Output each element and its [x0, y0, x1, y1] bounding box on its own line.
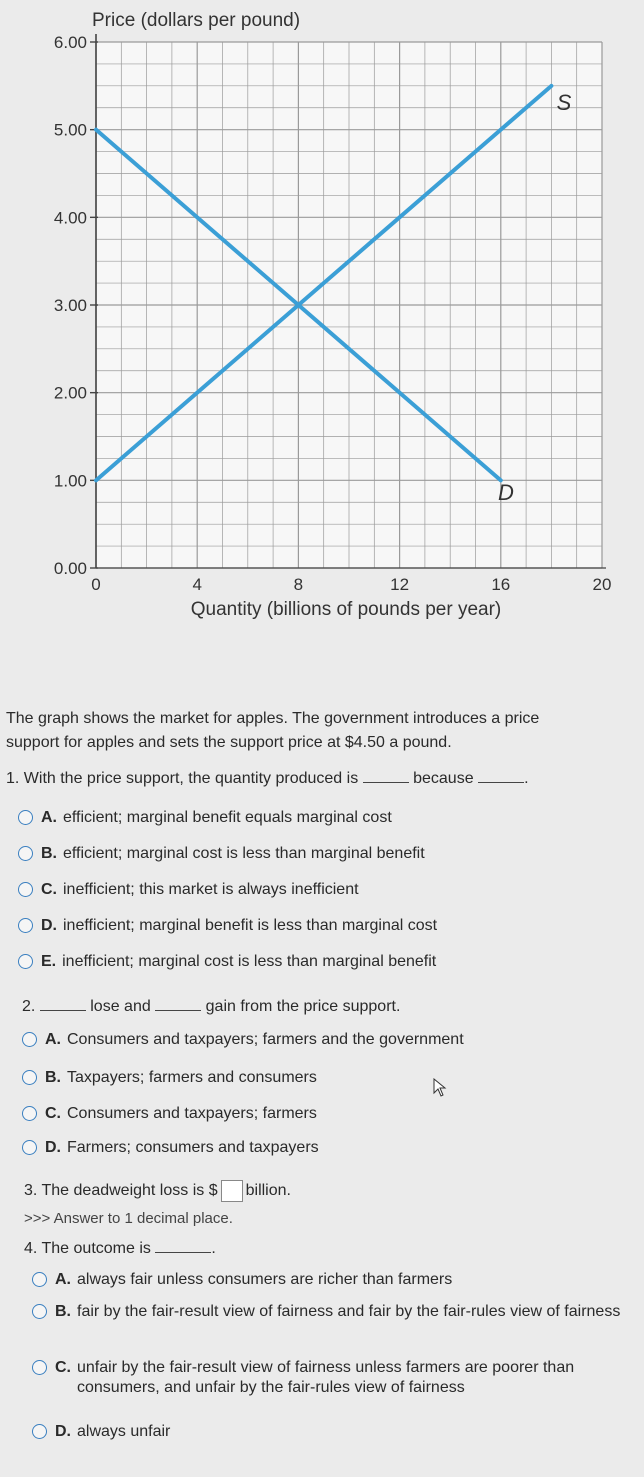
q1-blank-1	[363, 768, 409, 783]
radio-button[interactable]	[22, 1032, 37, 1047]
q1-text-a: 1. With the price support, the quantity produced is	[6, 770, 359, 787]
q1-option-e[interactable]	[18, 952, 436, 972]
intro-line-1: The graph shows the market for apples. The government introduces a price	[6, 710, 540, 727]
radio-button[interactable]	[32, 1272, 47, 1287]
option-text: inefficient; this market is always inefficient	[63, 881, 359, 898]
q3-hint: >>> Answer to 1 decimal place.	[24, 1210, 233, 1227]
q3-text-a: 3. The deadweight loss is $	[24, 1182, 218, 1200]
radio-button[interactable]	[32, 1424, 47, 1439]
x-tick-label: 8	[293, 575, 304, 594]
q4-blank	[155, 1238, 211, 1253]
q1-option-a[interactable]	[18, 808, 392, 828]
intro-line-2: support for apples and sets the support price at $4.50 a pound.	[6, 734, 452, 751]
q1-text-b: because	[413, 770, 474, 787]
q4-option-c[interactable]	[32, 1358, 640, 1398]
radio-button[interactable]	[22, 1070, 37, 1085]
q1-option-b[interactable]	[18, 844, 425, 864]
radio-button[interactable]	[22, 1140, 37, 1155]
q2-text-a: lose and	[90, 998, 151, 1015]
q2-option-b[interactable]	[22, 1068, 317, 1088]
option-text: efficient; marginal cost is less than marginal benefit	[63, 845, 425, 862]
q1-option-d[interactable]	[18, 916, 437, 936]
x-tick-label: 16	[491, 575, 511, 594]
radio-button[interactable]	[18, 846, 33, 861]
option-text: Farmers; consumers and taxpayers	[67, 1139, 319, 1156]
q2-option-a[interactable]	[22, 1030, 464, 1050]
supply-curve-label: S	[556, 90, 572, 115]
question-1-prompt: 1. With the price support, the quantity produced is because .	[6, 770, 529, 787]
q1-option-c[interactable]	[18, 880, 359, 900]
y-tick-label: 5.00	[53, 120, 87, 140]
option-letter: C.	[45, 1105, 61, 1122]
question-2-prompt	[22, 996, 400, 1018]
question-3-prompt	[24, 1180, 291, 1202]
y-tick-label: 4.00	[53, 208, 87, 228]
option-letter: C.	[55, 1359, 71, 1376]
question-4-prompt: 4. The outcome is .	[24, 1240, 216, 1257]
option-text: Consumers and taxpayers; farmers	[67, 1105, 317, 1122]
q2-text-b: gain from the price support.	[205, 998, 401, 1015]
radio-button[interactable]	[32, 1304, 47, 1319]
deadweight-loss-input[interactable]	[221, 1180, 243, 1202]
option-letter: A.	[55, 1271, 71, 1288]
option-letter: B.	[41, 845, 57, 862]
option-text: always fair unless consumers are richer than farmers	[77, 1271, 453, 1288]
q2-option-c[interactable]	[22, 1104, 317, 1124]
option-text: efficient; marginal benefit equals marginal cost	[63, 809, 392, 826]
option-letter: B.	[45, 1069, 61, 1086]
radio-button[interactable]	[18, 810, 33, 825]
option-letter: B.	[55, 1303, 71, 1320]
chart-grid	[96, 42, 602, 568]
option-text: always unfair	[77, 1423, 171, 1440]
option-letter: E.	[41, 953, 57, 970]
q4-option-a[interactable]	[32, 1270, 632, 1290]
option-text: unfair by the fair-result view of fairness unless farmers are poorer than consumers, and unfair by the fair-rules view of fairness	[77, 1359, 575, 1396]
q3-text-b: billion.	[245, 1182, 291, 1200]
y-axis-label: Price (dollars per pound)	[92, 10, 301, 31]
x-tick-label: 0	[91, 575, 101, 594]
radio-button[interactable]	[18, 918, 33, 933]
q4-option-b[interactable]	[32, 1302, 636, 1322]
radio-button[interactable]	[18, 882, 33, 897]
option-text: Taxpayers; farmers and consumers	[67, 1069, 317, 1086]
demand-curve-label: D	[498, 480, 514, 505]
option-letter: A.	[45, 1031, 61, 1048]
radio-button[interactable]	[18, 954, 33, 969]
option-letter: D.	[55, 1423, 71, 1440]
option-letter: D.	[45, 1139, 61, 1156]
option-letter: A.	[41, 809, 57, 826]
mouse-cursor-icon	[432, 1078, 448, 1098]
y-tick-label: 1.00	[53, 471, 87, 491]
y-tick-label: 0.00	[53, 559, 87, 578]
supply-demand-chart	[0, 0, 644, 640]
x-tick-label: 4	[192, 575, 202, 594]
y-tick-label: 2.00	[53, 383, 87, 403]
option-text: inefficient; marginal cost is less than marginal benefit	[62, 953, 437, 970]
q2-blank-1	[40, 996, 86, 1011]
option-text: fair by the fair-result view of fairness and fair by the fair-rules view of fairness	[77, 1303, 621, 1320]
q2-option-d[interactable]	[22, 1138, 319, 1158]
q2-number: 2.	[22, 998, 36, 1015]
x-tick-label: 12	[390, 575, 410, 594]
y-tick-label: 6.00	[53, 33, 87, 52]
q2-blank-2	[155, 996, 201, 1011]
q1-blank-2	[478, 768, 524, 783]
option-text: Consumers and taxpayers; farmers and the government	[67, 1031, 464, 1048]
x-axis-label: Quantity (billions of pounds per year)	[190, 599, 502, 620]
q4-option-d[interactable]	[32, 1422, 170, 1442]
radio-button[interactable]	[22, 1106, 37, 1121]
x-tick-label: 20	[592, 575, 612, 594]
option-letter: C.	[41, 881, 57, 898]
y-tick-label: 3.00	[53, 296, 87, 315]
option-letter: D.	[41, 917, 57, 934]
q4-text: 4. The outcome is	[24, 1240, 151, 1257]
option-text: inefficient; marginal benefit is less than marginal cost	[63, 917, 438, 934]
radio-button[interactable]	[32, 1360, 47, 1375]
